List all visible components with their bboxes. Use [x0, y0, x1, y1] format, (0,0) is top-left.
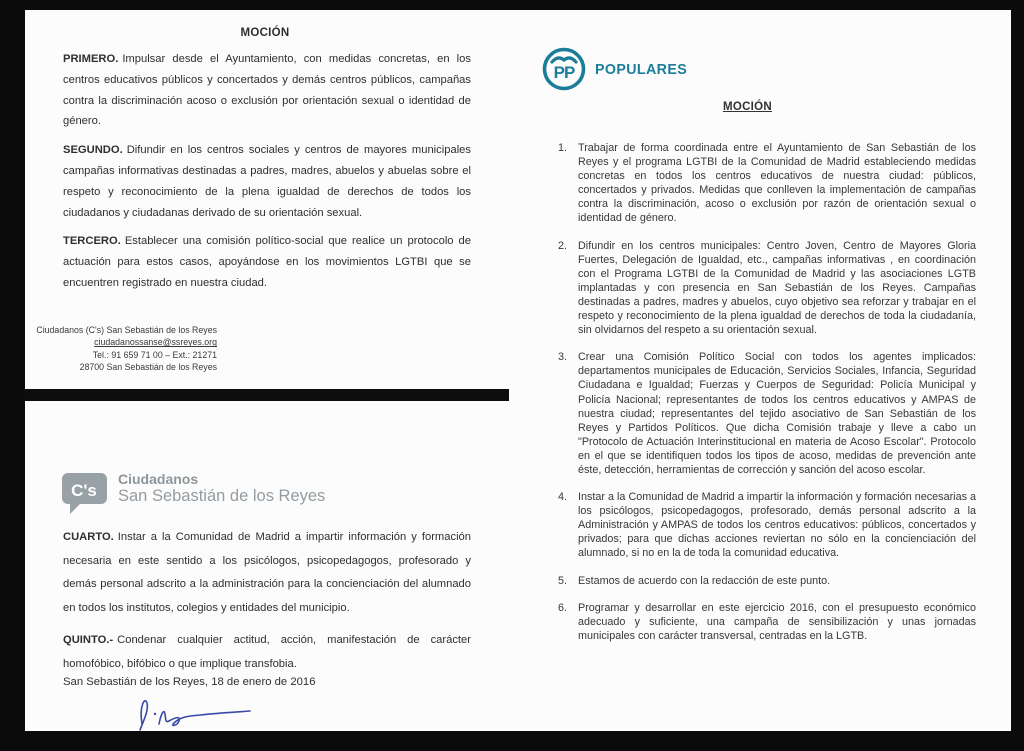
right-page-title: MOCIÓN — [722, 101, 773, 113]
list-item-1-text: Trabajar de forma coordinada entre el Ayuntamiento de San Sebastián de los Reyes y el programa LGTBI de la Comunidad de Madrid estableciendo medidas concretas en todos los centros educativos de nuestra ciudad: públicos, concertados y privados. Medidas que conlleven la implementación de campañas contra la discriminación, acoso o exclusión por razón de orientación sexual o identidad de género. — [578, 142, 976, 225]
page-break-bar — [25, 389, 509, 401]
left-page-title: MOCIÓN — [240, 27, 290, 39]
list-item-6-text: Programar y desarrollar en este ejercicio 2016, con el presupuesto económico adecuado y suficiente, una campaña de sensibilización y unas jornadas municipales con carácter transversal, centradas en la LGTB. — [578, 601, 976, 642]
list-item-3-text: Crear una Comisión Político Social con todos los agentes implicados: departamentos municipales de Educación, Servicios Sociales, Infancia, Seguridad Ciudadana e Igualdad; Fuerzas y Cuerpos de Seguridad: Policía Municipal y Policía Nacional; representantes de todos los centros educativos y AMPAS de nuestra ciudad; representantes del tejido asociativo de San Sebastián de los Reyes y Partidos Políticos. Que dicha Comisión trabaje y lleve a cabo un "Protocolo de Actuación Interinstitucional en materia de Acoso Escolar". Protocolo en el que se identifiquen todos los tipos de acoso, medidas de prevención ante éste, detección, herramientas de corrección y sanción del acoso escolar. — [578, 351, 976, 476]
contact-address-line: 28700 San Sebastián de los Reyes — [79, 362, 217, 373]
pp-emblem-icon — [541, 46, 587, 92]
ciudadanos-logo — [61, 472, 325, 516]
ciudadanos-logo-line2: San Sebastián de los Reyes — [118, 487, 326, 505]
populares-logo — [541, 46, 692, 92]
populares-logo-word: POPULARES — [595, 60, 688, 78]
left-page-body — [63, 49, 471, 302]
contact-org-line: Ciudadanos (C's) San Sebastián de los Reyes — [36, 325, 217, 335]
ciudadanos-logo-text — [118, 472, 325, 505]
paragraph-label-primero: PRIMERO. — [63, 53, 119, 65]
list-item-1 — [558, 141, 976, 226]
contact-block — [35, 324, 217, 374]
signature-scribble — [128, 692, 278, 734]
list-item-6-number: 6. — [558, 601, 568, 614]
paragraph-cuarto — [63, 526, 471, 620]
paragraph-label-cuarto: CUARTO. — [63, 531, 114, 543]
paragraph-label-tercero: TERCERO. — [63, 235, 121, 248]
paragraph-text-segundo: Difundir en los centros sociales y centros de mayores municipales campañas informativas destinadas a padres, madres, abuelos y abuelas sobre el respeto y reconocimiento de la plena igualdad de derechos de todos los ciudadanos y ciudadanas derivado de su orientación sexual. — [63, 144, 471, 219]
list-item-1-number: 1. — [558, 142, 568, 154]
paragraph-segundo — [63, 140, 471, 223]
dateline: San Sebastián de los Reyes, 18 de enero de 2016 — [63, 676, 316, 688]
list-item-3-number: 3. — [558, 351, 568, 364]
list-item-5 — [558, 574, 976, 588]
list-item-3 — [558, 350, 976, 477]
svg-text:PP: PP — [553, 63, 575, 82]
paragraph-label-segundo: SEGUNDO. — [63, 144, 123, 157]
list-item-6 — [558, 601, 976, 643]
ciudadanos-logo-line1: Ciudadanos — [118, 471, 199, 487]
list-item-5-number: 5. — [558, 574, 568, 587]
list-item-4-number: 4. — [558, 491, 568, 504]
list-item-2 — [558, 239, 976, 338]
list-item-4 — [558, 490, 976, 560]
paragraph-primero — [63, 49, 471, 132]
list-item-2-number: 2. — [558, 239, 568, 252]
paragraph-quinto — [63, 629, 471, 676]
paragraph-tercero — [63, 231, 471, 293]
paragraph-label-quinto: QUINTO.- — [63, 634, 114, 646]
paragraph-text-cuarto: Instar a la Comunidad de Madrid a impartir información y formación necesaria en este sentido a los psicólogos, psicopedagogos, profesorado y demás personal adscrito a la administración para la concienciación del alumnado en todos los institutos, colegios y entidades del municipio. — [63, 531, 471, 614]
contact-email-link[interactable]: ciudadanossanse@ssreyes.org — [94, 337, 217, 348]
list-item-2-text: Difundir en los centros municipales: Centro Joven, Centro de Mayores Gloria Fuertes, Delegación de Igualdad, etc., campañas informativas , en coordinación con el Programa LGTBI de la Comunidad de Madrid y las asociaciones LGTB implantadas y con presencia en San Sebastián de los Reyes. Campañas destinadas a padres, madres y abuelos, cuyo objetivo sea reforzar y trabajar en el respeto y reconocimiento de la plena igualdad de derechos de toda la ciudadanía, sin olvidarnos del respeto a su orientación sexual. — [578, 239, 976, 337]
contact-phone-line: Tel.: 91 659 71 00 – Ext.: 21271 — [92, 349, 217, 360]
svg-text:C's: C's — [71, 481, 97, 500]
paragraph-text-quinto: Condenar cualquier actitud, acción, manifestación de carácter homofóbico, bifóbico o que implique transfobia. — [63, 634, 471, 670]
list-item-5-text: Estamos de acuerdo con la redacción de este punto. — [578, 574, 831, 587]
list-item-4-text: Instar a la Comunidad de Madrid a impartir la información y formación necesarias a los psicólogos, psicopedagogos, profesorado, demás personal adscrito a la Administración y AMPAS de todos los centros educativos: públicos, concertados y privados; para que dichas acciones reviertan no sólo en la concienciación del alumnado, si no en la de toda la comunidad educativa. — [578, 491, 976, 560]
right-page-body — [558, 141, 976, 656]
left-page-lower-body — [63, 526, 471, 685]
paragraph-text-tercero: Establecer una comisión político-social que realice un protocolo de actuación para estos casos, apoyándose en los movimientos LGTBI que se encuentren registrado en nuestra ciudad. — [63, 235, 471, 289]
paragraph-text-primero: Impulsar desde el Ayuntamiento, con medidas concretas, en los centros educativos públicos y concertados y demás centros públicos, campañas contra la discriminación acoso o exclusión por orientación sexual o identidad de género. — [63, 53, 471, 128]
ciudadanos-badge-icon — [61, 472, 109, 516]
